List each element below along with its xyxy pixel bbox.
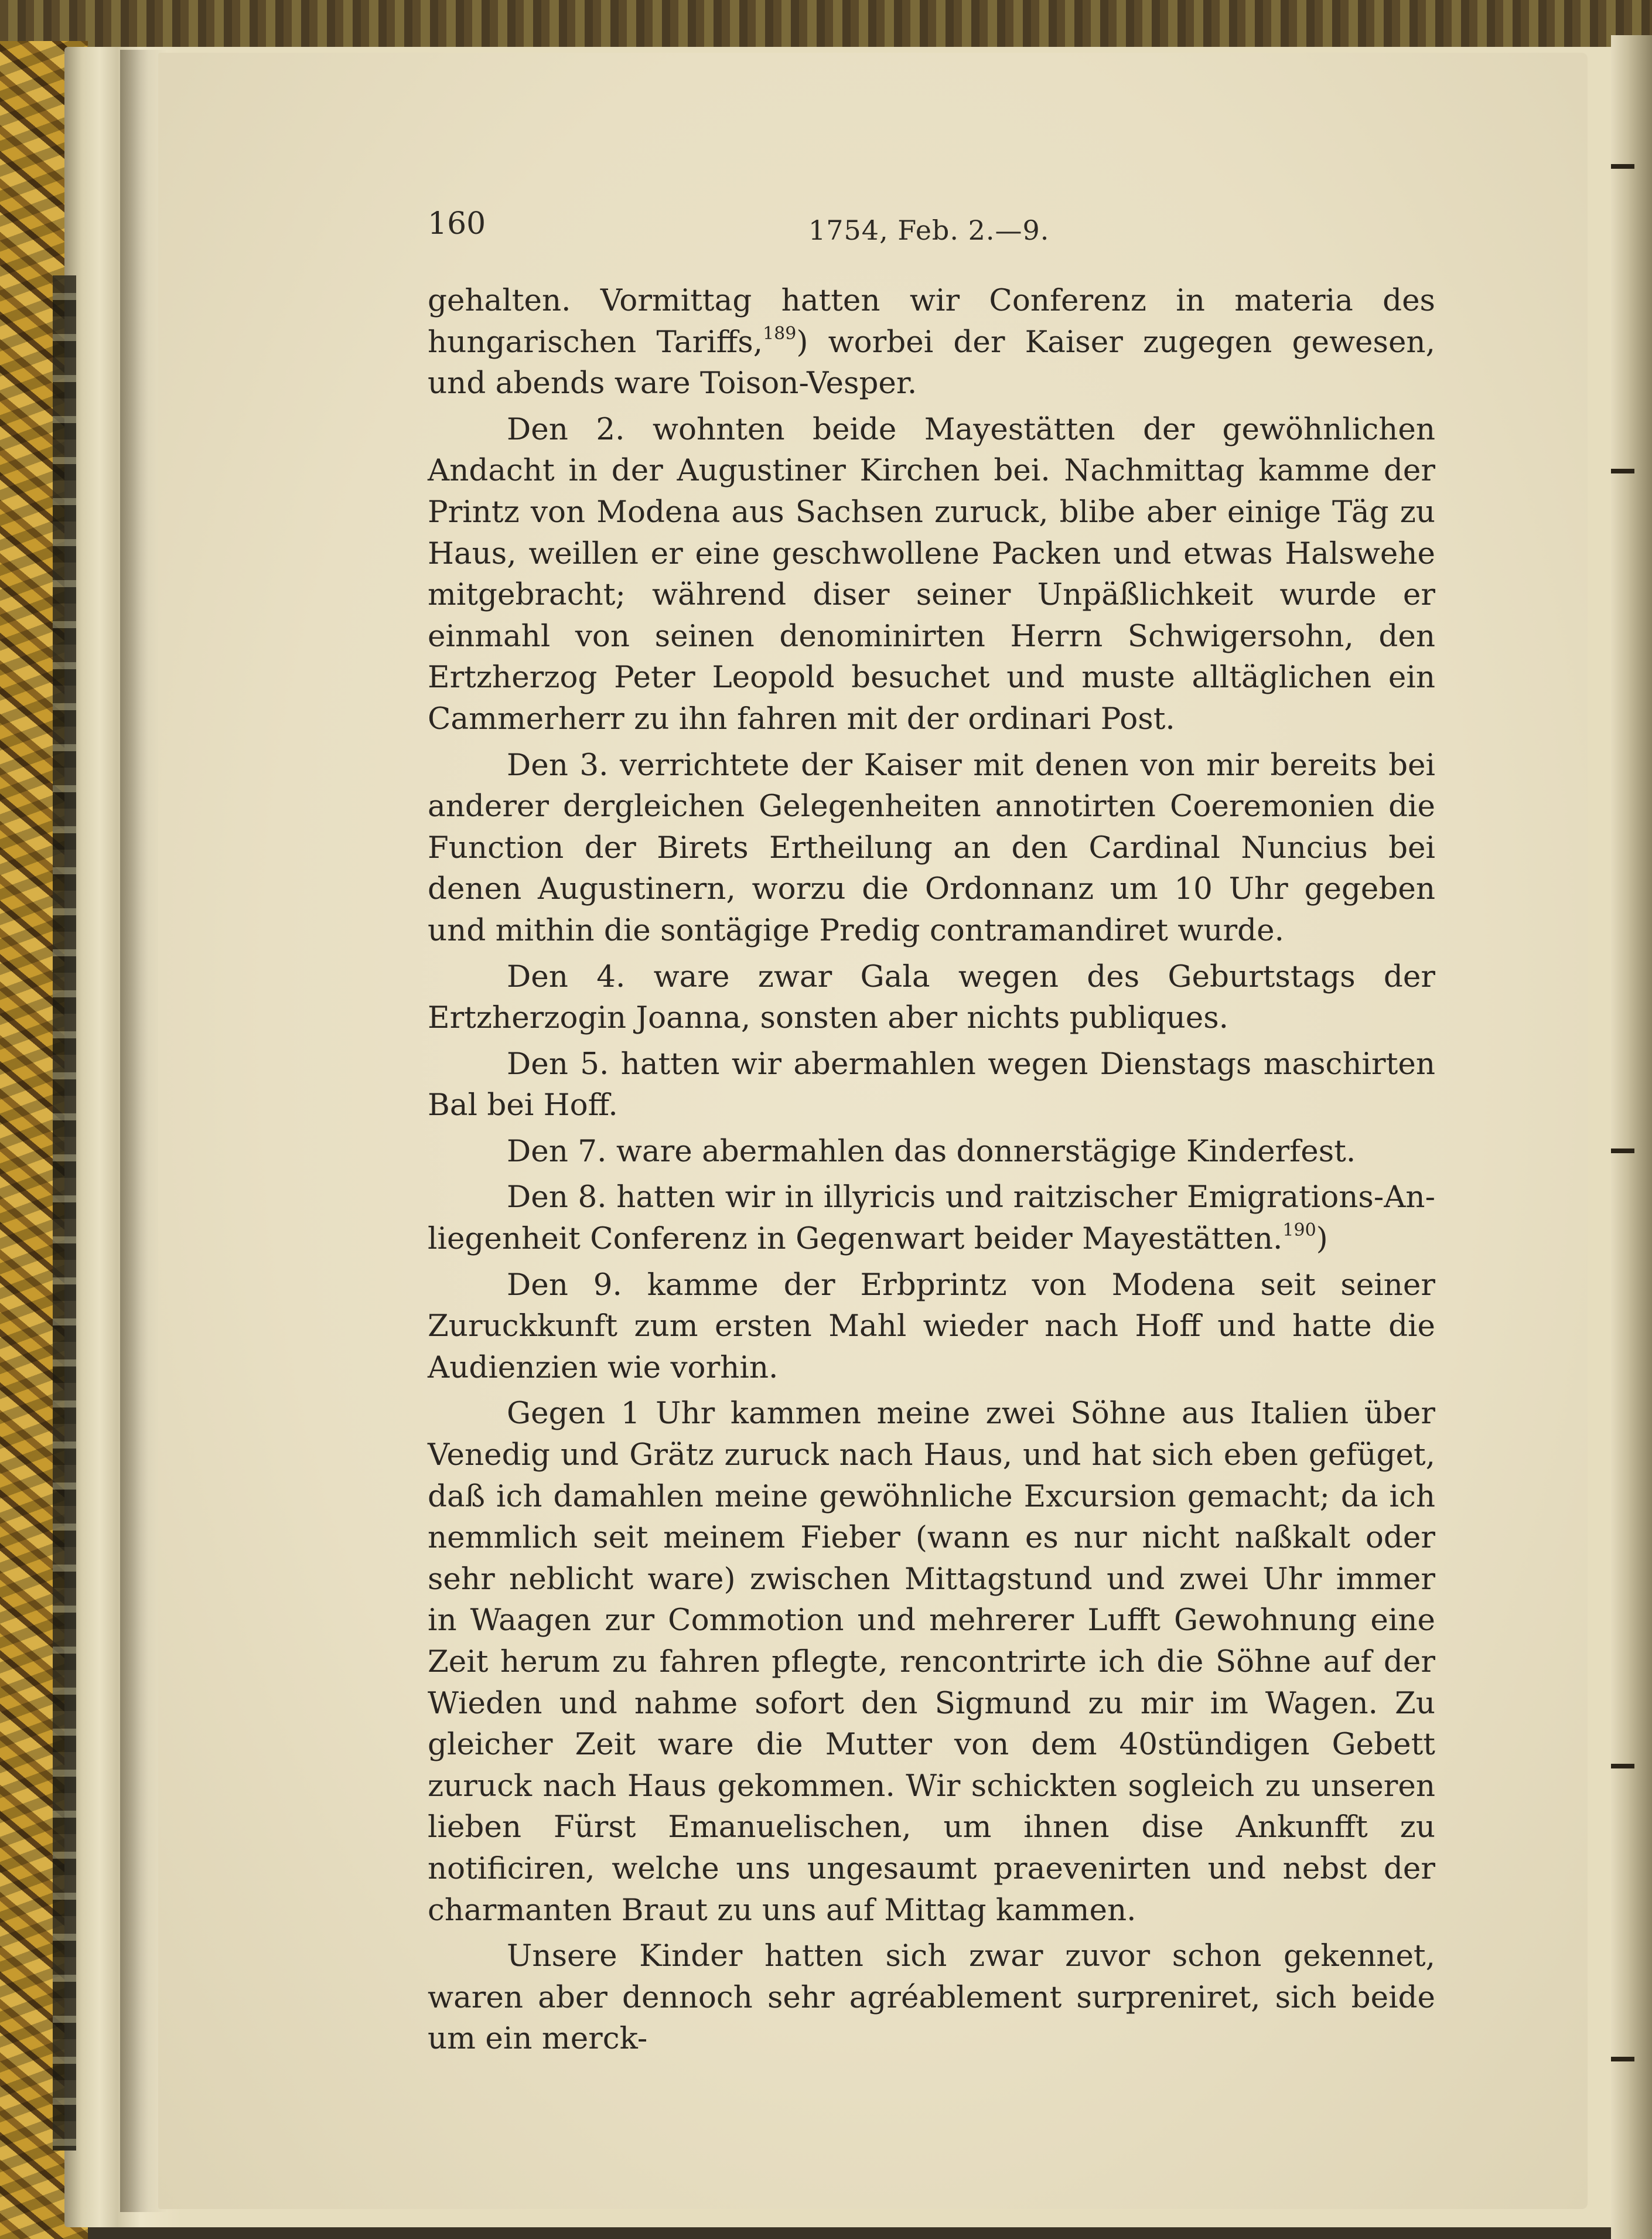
paragraph: gehalten. Vormittag hatten wir Conferenz in materia des hungarischen Tariffs,$^{189}$) worbei der Kaiser zugegen gewesen, und abends ware Toison-Vesper. [428,283,1435,401]
paragraph: Den 4. ware zwar Gala wegen des Geburtstags der Ertzherzogin Joanna, sonsten aber nichts publiques. [428,959,1435,1036]
paragraph: Gegen 1 Uhr kammen meine zwei Söhne aus Italien über Venedig und Grätz zuruck nach Haus, und hat sich eben gefüget, daß ich damahlen meine gewöhnliche Excursion gemacht; da ich nemmlich seit meinem Fieber (wann es nur nicht naßkalt oder sehr neblicht ware) zwischen Mittagstund und zwei Uhr immer in Waagen zur Commotion und mehrerer Lufft Gewohnung eine Zeit herum zu fahren pflegte, rencontrirte ich die Söhne auf der Wieden und nahme sofort den Sigmund zu mir im Wagen. Zu gleicher Zeit ware die Mutter von dem 40stündigen Gebett zuruck nach Haus gekommen. Wir schickten sogleich zu unseren lieben Fürst Emanuelischen, um ihnen dise Ankunfft zu notificiren, welche uns ungesaumt praevenirten und nebst der charmanten Braut zu uns auf Mittag kammen. [428,1396,1435,1928]
paragraph: Den 3. verrichtete der Kaiser mit denen von mir bereits bei anderer dergleichen Gelegenheiten annotirten Coeremonien die Function der Birets Ertheilung an den Cardinal Nuncius bei denen Augustinern, worzu die Ordonnanz um 10 Uhr gegeben und mithin die sontägige Predig contramandiret wurde. [428,747,1435,948]
page-edge-marker [1611,469,1634,473]
body-text [428,280,1435,2064]
running-head: 1754, Feb. 2.—9. [808,214,1050,246]
page-edge-marker [1611,164,1634,169]
page-edge-marker [1611,2057,1634,2061]
paragraph: Den 5. hatten wir abermahlen wegen Dienstags maschirten Bal bei Hoff. [428,1046,1435,1123]
page-header [428,206,1435,253]
page-right-edge [1611,35,1652,2239]
cover-board-edge [53,275,76,2151]
paragraph: Den 9. kamme der Erbprintz von Modena seit seiner Zuruckkunft zum ersten Mahl wieder nach Hoff und hatte die Audienzien wie vorhin. [428,1267,1435,1385]
footnote-ref: 190 [1282,1220,1316,1241]
paragraph: Den 2. wohnten beide Mayestätten der gewöhnlichen Andacht in der Augustiner Kirchen bei. Nachmittag kamme der Printz von Modena aus Sachsen zuruck, blibe aber einige Täg zu Haus, weillen er eine geschwollene Packen und etwas Halswehe mitgebracht; während diser seiner Unpäßlichkeit wurde er einmahl von seinen denominirten Herrn Schwigersohn, den Ertzherzog Peter Leopold besuchet und muste alltäglichen ein Cammerherr zu ihn fahren mit der ordinari Post. [428,411,1435,737]
footnote-ref: 189 [763,323,797,344]
paragraph: Den 8. hatten wir in illyricis und raitzischer Emigrations-Anliegenheit Conferenz in Gegenwart beider Mayestätten.$^{190}$) [428,1180,1435,1257]
book-binding-top [0,0,1652,53]
page-edge-marker [1611,1764,1634,1768]
paragraph: Den 7. ware abermahlen das donnerstägige Kinderfest. [507,1133,1356,1169]
page-edge-marker [1611,1149,1634,1153]
page-number: 160 [428,206,486,241]
paragraph: Unsere Kinder hatten sich zwar zuvor schon gekennet, waren aber dennoch sehr agréablement surpreniret, sich beide um ein merck- [428,1938,1435,2057]
